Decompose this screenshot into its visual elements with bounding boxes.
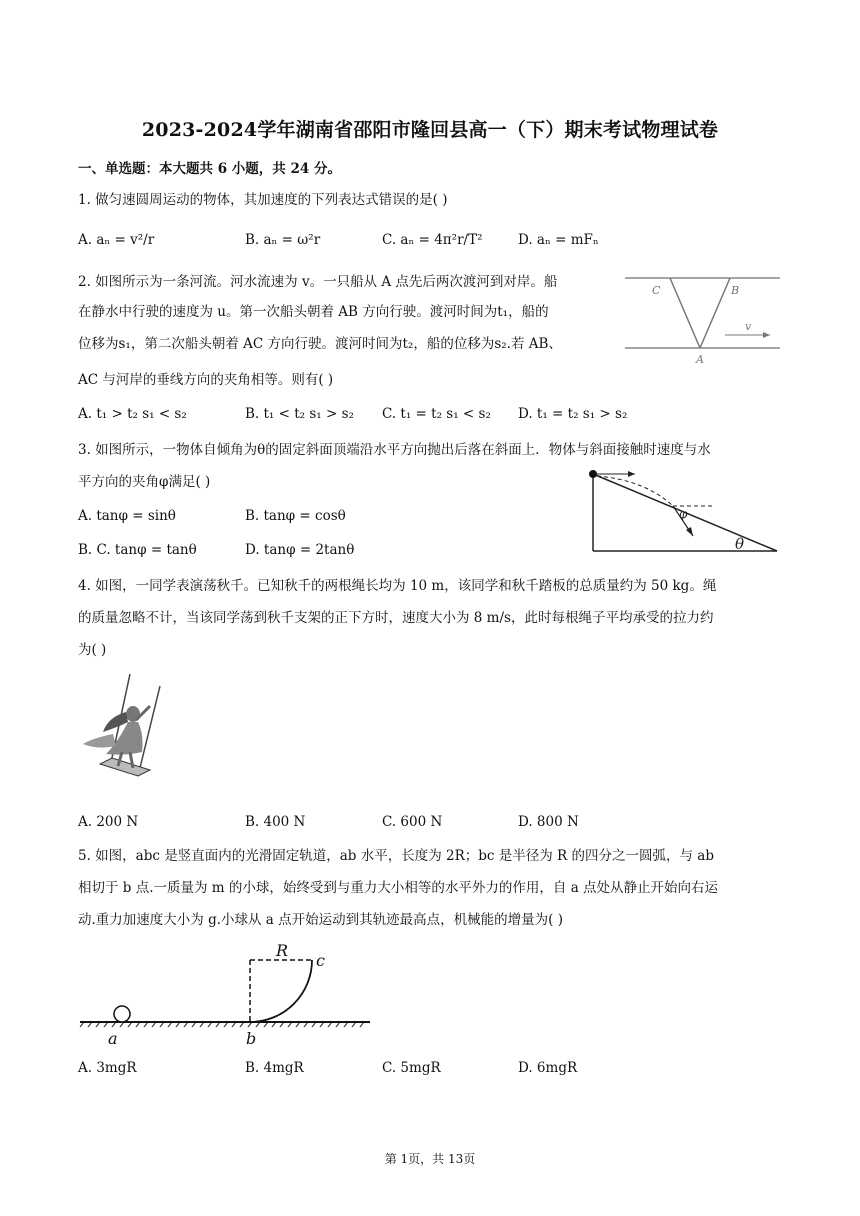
q3-option-a: A. tanφ = sinθ: [78, 508, 176, 524]
q2-option-a: A. t₁ > t₂ s₁ < s₂: [78, 406, 187, 422]
q1-option-a: A. aₙ = v²/r: [78, 232, 155, 248]
q3-option-c: B. C. tanφ = tanθ: [78, 542, 197, 558]
q3-option-d: D. tanφ = 2tanθ: [245, 542, 355, 558]
track-label-r: R: [276, 941, 289, 960]
q1-option-c: C. aₙ = 4π²r/T²: [382, 232, 483, 248]
q1-option-d: D. aₙ = mFₙ: [518, 232, 599, 248]
track-label-a: a: [108, 1029, 118, 1048]
q5-option-a: A. 3mgR: [78, 1060, 137, 1076]
swing-figure: [78, 672, 178, 784]
river-label-c: C: [652, 284, 661, 297]
track-figure: [80, 940, 380, 1050]
q5-stem-line: 相切于 b 点.一质量为 m 的小球，始终受到与重力大小相等的水平外力的作用，自 a 点处从静止开始向右运: [78, 880, 719, 896]
q5-stem-line: 动.重力加速度大小为 g.小球从 a 点开始运动到其轨迹最高点，机械能的增量为( ): [78, 912, 563, 928]
q5-option-d: D. 6mgR: [518, 1060, 578, 1076]
section-heading: 一、单选题：本大题共 6 小题，共 24 分。: [78, 161, 341, 177]
phi-label: φ: [679, 507, 688, 521]
q1-option-b: B. aₙ = ω²r: [245, 232, 321, 248]
q5-option-b: B. 4mgR: [245, 1060, 304, 1076]
q2-stem-line: 位移为s₁，第二次船头朝着 AC 方向行驶。渡河时间为t₂，船的位移为s₂.若 AB、: [78, 336, 562, 352]
q2-option-b: B. t₁ < t₂ s₁ > s₂: [245, 406, 354, 422]
q4-option-a: A. 200 N: [78, 814, 139, 830]
theta-label: θ: [735, 535, 745, 553]
q2-option-d: D. t₁ = t₂ s₁ > s₂: [518, 406, 628, 422]
incline-figure: [585, 466, 780, 556]
q2-stem-line: 2. 如图所示为一条河流。河水流速为 v。一只船从 A 点先后两次渡河到对岸。船: [78, 274, 558, 290]
q1-stem: 1. 做匀速圆周运动的物体，其加速度的下列表达式错误的是( ): [78, 192, 448, 208]
river-label-a: A: [696, 353, 704, 366]
q4-option-d: D. 800 N: [518, 814, 579, 830]
q2-stem-line: AC 与河岸的垂线方向的夹角相等。则有( ): [78, 372, 334, 388]
page-title: 2023-2024学年湖南省邵阳市隆回县高一（下）期末考试物理试卷: [141, 119, 719, 141]
q5-stem-line: 5. 如图，abc 是竖直面内的光滑固定轨道，ab 水平，长度为 2R；bc 是半径为 R 的四分之一圆弧，与 ab: [78, 848, 714, 864]
q2-stem-line: 在静水中行驶的速度为 u。第一次船头朝着 AB 方向行驶。渡河时间为t₁，船的: [78, 304, 549, 320]
q3-stem-line: 3. 如图所示，一物体自倾角为θ的固定斜面顶端沿水平方向抛出后落在斜面上．物体与斜面接触时速度与水: [78, 442, 711, 458]
river-figure: [625, 268, 785, 366]
q4-stem-line: 4. 如图，一同学表演荡秋千。已知秋千的两根绳长均为 10 m，该同学和秋千踏板的总质量约为 50 kg。绳: [78, 578, 717, 594]
river-label-b: B: [731, 284, 740, 297]
track-label-c: c: [316, 951, 325, 970]
q3-stem-line: 平方向的夹角φ满足( ): [78, 474, 211, 490]
track-label-b: b: [246, 1029, 257, 1048]
page-footer: 第 1页，共 13页: [384, 1152, 476, 1166]
q3-option-b: B. tanφ = cosθ: [245, 508, 346, 524]
q4-stem-line: 的质量忽略不计，当该同学荡到秋千支架的正下方时，速度大小为 8 m/s，此时每根绳子平均承受的拉力约: [78, 610, 714, 626]
q5-option-c: C. 5mgR: [382, 1060, 441, 1076]
q4-option-c: C. 600 N: [382, 814, 443, 830]
q2-option-c: C. t₁ = t₂ s₁ < s₂: [382, 406, 491, 422]
q4-option-b: B. 400 N: [245, 814, 306, 830]
river-label-v: v: [745, 320, 752, 333]
q4-stem-line: 为( ): [78, 642, 107, 658]
